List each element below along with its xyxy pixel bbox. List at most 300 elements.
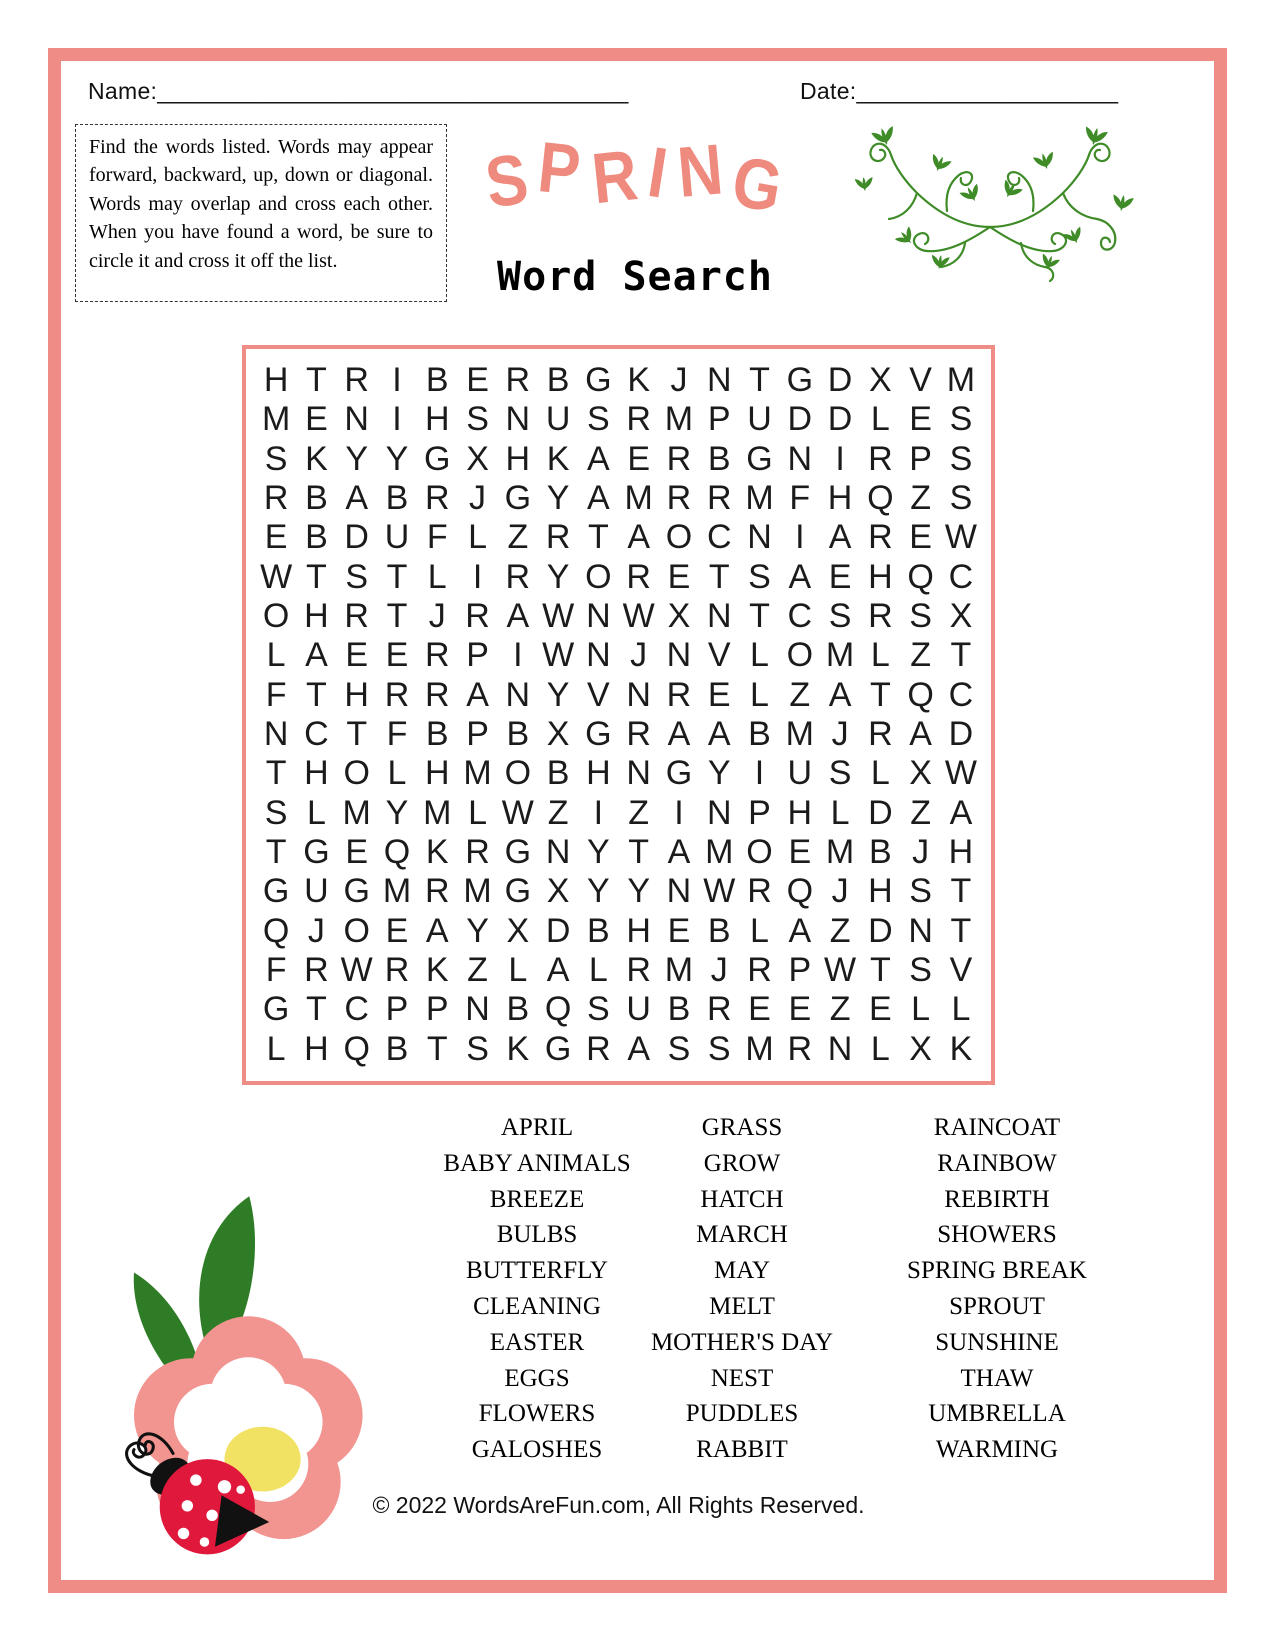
- grid-cell: F: [265, 951, 287, 990]
- grid-cell: A: [627, 518, 651, 557]
- grid-cell: D: [827, 361, 853, 400]
- grid-cell: O: [343, 911, 370, 950]
- grid-cell: M: [382, 872, 412, 911]
- grid-cell: N: [586, 597, 611, 636]
- grid-cell: E: [385, 636, 409, 675]
- grid-cell: V: [707, 636, 731, 675]
- grid-cell: J: [630, 636, 648, 675]
- grid-cell: E: [909, 518, 932, 557]
- grid-cell: T: [306, 361, 327, 400]
- grid-cell: M: [664, 400, 694, 439]
- grid-cell: M: [423, 793, 452, 832]
- grid-row: [256, 794, 981, 833]
- letter-grid: [242, 345, 995, 1085]
- grid-cell: C: [948, 675, 974, 714]
- grid-row: [256, 872, 981, 911]
- grid-cell: E: [828, 557, 852, 596]
- grid-cell: N: [827, 1029, 853, 1068]
- grid-cell: O: [504, 754, 532, 793]
- word-search-subtitle: Word Search: [497, 254, 773, 300]
- grid-cell: W: [824, 951, 857, 990]
- word-item: HATCH: [700, 1185, 784, 1213]
- grid-cell: G: [343, 872, 370, 911]
- grid-cell: G: [504, 872, 532, 911]
- grid-cell: N: [706, 361, 732, 400]
- grid-cell: R: [344, 597, 369, 636]
- grid-cell: B: [869, 833, 892, 872]
- grid-cell: B: [546, 754, 570, 793]
- grid-cell: K: [425, 951, 449, 990]
- grid-cell: A: [949, 793, 973, 832]
- grid-cell: A: [466, 675, 489, 714]
- grid-cell: W: [542, 597, 575, 636]
- grid-cell: H: [344, 675, 369, 714]
- grid-cell: U: [626, 990, 651, 1029]
- word-item: GROW: [703, 1149, 781, 1177]
- grid-cell: L: [427, 557, 447, 596]
- word-item: MARCH: [696, 1221, 788, 1249]
- spring-title-letter: P: [534, 127, 587, 212]
- grid-cell: S: [587, 990, 610, 1029]
- word-item: BULBS: [496, 1221, 578, 1249]
- grid-cell: P: [909, 439, 932, 478]
- grid-cell: R: [666, 439, 692, 478]
- grid-cell: X: [909, 1029, 932, 1068]
- grid-cell: J: [670, 361, 688, 400]
- grid-cell: Y: [385, 439, 409, 478]
- grid-cell: Q: [544, 990, 572, 1029]
- grid-cell: G: [544, 1029, 572, 1068]
- grid-cell: S: [345, 557, 369, 596]
- grid-cell: A: [587, 439, 610, 478]
- grid-cell: D: [787, 400, 813, 439]
- grid-cell: D: [545, 911, 571, 950]
- grid-cell: T: [950, 911, 972, 950]
- grid-cell: J: [912, 833, 930, 872]
- instructions-box: [75, 124, 447, 302]
- grid-cell: R: [424, 675, 450, 714]
- grid-cell: B: [667, 990, 691, 1029]
- spring-title-letter: R: [588, 135, 644, 220]
- grid-cell: B: [425, 715, 449, 754]
- grid-cell: R: [747, 951, 772, 990]
- grid-cell: S: [949, 400, 973, 439]
- grid-cell: L: [870, 754, 890, 793]
- grid-cell: F: [265, 675, 287, 714]
- grid-cell: J: [831, 872, 849, 911]
- grid-cell: S: [828, 754, 852, 793]
- grid-cell: X: [909, 754, 932, 793]
- grid-cell: Y: [546, 479, 570, 518]
- grid-cell: R: [545, 518, 571, 557]
- grid-cell: G: [262, 872, 290, 911]
- word-item: REBIRTH: [944, 1185, 1050, 1213]
- grid-cell: T: [386, 557, 408, 596]
- grid-cell: W: [340, 951, 373, 990]
- grid-cell: N: [666, 636, 692, 675]
- grid-cell: P: [788, 951, 812, 990]
- word-item: FLOWERS: [478, 1400, 596, 1428]
- grid-cell: Z: [829, 911, 851, 950]
- grid-cell: P: [385, 990, 409, 1029]
- grid-cell: E: [627, 439, 651, 478]
- grid-cell: A: [305, 636, 328, 675]
- grid-cell: O: [786, 636, 814, 675]
- grid-cell: L: [750, 636, 769, 675]
- grid-cell: O: [585, 557, 612, 596]
- grid-cell: B: [425, 361, 449, 400]
- grid-cell: B: [587, 911, 610, 950]
- grid-cell: R: [666, 479, 692, 518]
- grid-cell: L: [266, 1029, 286, 1068]
- word-item: UMBRELLA: [928, 1400, 1066, 1428]
- grid-cell: B: [506, 715, 530, 754]
- grid-cell: Z: [547, 793, 569, 832]
- grid-cell: E: [345, 636, 369, 675]
- word-column-2: [622, 1110, 862, 1468]
- grid-cell: M: [261, 400, 291, 439]
- grid-cell: L: [468, 518, 487, 557]
- word-item: CLEANING: [473, 1292, 601, 1320]
- grid-row: [256, 558, 981, 597]
- grid-cell: R: [465, 597, 490, 636]
- grid-cell: S: [264, 793, 288, 832]
- grid-cell: D: [344, 518, 369, 557]
- grid-row: [256, 361, 981, 400]
- word-item: MAY: [713, 1257, 771, 1285]
- word-item: GRASS: [701, 1114, 783, 1141]
- word-item: SPRING BREAK: [907, 1257, 1087, 1285]
- word-item: RAINCOAT: [933, 1114, 1061, 1141]
- grid-cell: W: [944, 754, 977, 793]
- grid-cell: S: [264, 439, 288, 478]
- instructions-text: Find the words listed. Words may appear forward, backward, up, down or diagonal. Words may overlap and cross each other. When you have found a word, be sure to circle it and cross it off the list.: [89, 136, 433, 272]
- word-item: BABY ANIMALS: [443, 1149, 631, 1177]
- grid-cell: Y: [587, 872, 610, 911]
- grid-cell: A: [425, 911, 449, 950]
- grid-cell: B: [506, 990, 530, 1029]
- grid-cell: L: [870, 1029, 890, 1068]
- grid-row: [256, 833, 981, 872]
- grid-cell: J: [428, 597, 446, 636]
- grid-cell: R: [424, 872, 450, 911]
- grid-cell: I: [513, 636, 523, 675]
- grid-cell: R: [626, 400, 651, 439]
- grid-cell: F: [426, 518, 448, 557]
- grid-cell: S: [587, 400, 610, 439]
- grid-cell: W: [622, 597, 655, 636]
- grid-row: [256, 754, 981, 793]
- grid-cell: X: [506, 911, 530, 950]
- grid-cell: A: [707, 715, 731, 754]
- grid-row: [256, 951, 981, 990]
- grid-cell: A: [828, 518, 852, 557]
- word-item: GALOSHES: [471, 1436, 603, 1464]
- grid-cell: X: [546, 872, 570, 911]
- grid-cell: C: [304, 715, 329, 754]
- grid-cell: O: [746, 833, 773, 872]
- grid-cell: M: [342, 793, 371, 832]
- grid-row: [256, 990, 981, 1029]
- grid-cell: M: [825, 833, 855, 872]
- grid-cell: Z: [628, 793, 650, 832]
- word-item: BUTTERFLY: [466, 1257, 608, 1285]
- grid-cell: A: [909, 715, 932, 754]
- grid-cell: M: [946, 361, 976, 400]
- grid-cell: T: [869, 675, 891, 714]
- footer-copyright: © 2022 WordsAreFun.com, All Rights Reserved.: [372, 1492, 865, 1518]
- grid-cell: T: [265, 833, 287, 872]
- word-item: SUNSHINE: [935, 1328, 1059, 1356]
- word-item: EASTER: [489, 1328, 585, 1356]
- grid-cell: E: [345, 833, 369, 872]
- grid-cell: R: [666, 675, 692, 714]
- grid-cell: B: [707, 911, 731, 950]
- grid-cell: S: [949, 439, 973, 478]
- grid-cell: A: [587, 479, 610, 518]
- grid-cell: L: [750, 911, 769, 950]
- grid-cell: G: [585, 361, 612, 400]
- grid-cell: H: [304, 597, 329, 636]
- spring-title-letter: S: [480, 139, 535, 224]
- grid-cell: E: [667, 557, 691, 596]
- grid-cell: P: [425, 990, 449, 1029]
- grid-cell: N: [908, 911, 933, 950]
- grid-row: [256, 440, 981, 479]
- grid-cell: B: [546, 361, 570, 400]
- grid-cell: C: [787, 597, 813, 636]
- grid-cell: R: [747, 872, 772, 911]
- grid-cell: M: [745, 479, 774, 518]
- word-item: RAINBOW: [937, 1149, 1057, 1177]
- grid-cell: A: [828, 675, 852, 714]
- grid-cell: O: [262, 597, 290, 636]
- grid-cell: Y: [546, 557, 570, 596]
- grid-cell: L: [468, 793, 487, 832]
- grid-cell: S: [466, 400, 489, 439]
- grid-cell: T: [588, 518, 609, 557]
- grid-cell: V: [587, 675, 610, 714]
- grid-cell: C: [706, 518, 732, 557]
- grid-cell: A: [506, 597, 530, 636]
- grid-cell: Z: [789, 675, 811, 714]
- grid-cell: T: [708, 557, 730, 596]
- grid-cell: S: [949, 479, 973, 518]
- grid-cell: Y: [466, 911, 489, 950]
- grid-cell: M: [463, 872, 492, 911]
- grid-cell: H: [263, 361, 289, 400]
- grid-cell: H: [868, 872, 893, 911]
- grid-cell: S: [466, 1029, 489, 1068]
- grid-cell: S: [707, 1029, 731, 1068]
- word-item: SHOWERS: [937, 1221, 1057, 1249]
- grid-row: [256, 1030, 981, 1069]
- word-item: THAW: [960, 1364, 1034, 1392]
- grid-cell: I: [392, 361, 402, 400]
- grid-cell: F: [386, 715, 408, 754]
- grid-cell: W: [944, 518, 977, 557]
- grid-cell: E: [305, 400, 328, 439]
- date-field: Date:____________________: [800, 78, 1119, 104]
- grid-cell: E: [264, 518, 288, 557]
- grid-cell: A: [627, 1029, 651, 1068]
- grid-cell: E: [909, 400, 932, 439]
- grid-cell: A: [788, 911, 812, 950]
- grid-cell: V: [949, 951, 973, 990]
- spring-title-letter: G: [726, 141, 790, 229]
- grid-cell: T: [749, 361, 770, 400]
- grid-cell: N: [706, 793, 732, 832]
- grid-cell: R: [868, 715, 893, 754]
- grid-cell: P: [466, 636, 489, 675]
- grid-cell: E: [788, 990, 812, 1029]
- grid-cell: R: [263, 479, 289, 518]
- grid-cell: W: [501, 793, 534, 832]
- grid-cell: L: [750, 675, 769, 714]
- grid-cell: I: [472, 557, 483, 596]
- grid-cell: Z: [910, 479, 932, 518]
- grid-cell: X: [667, 597, 691, 636]
- grid-cell: B: [385, 479, 409, 518]
- grid-cell: M: [705, 833, 734, 872]
- grid-cell: E: [869, 990, 892, 1029]
- grid-cell: D: [868, 911, 893, 950]
- grid-cell: L: [951, 990, 971, 1029]
- grid-cell: K: [305, 439, 328, 478]
- grid-cell: T: [386, 597, 408, 636]
- grid-cell: N: [465, 990, 490, 1029]
- grid-row: [256, 597, 981, 636]
- spring-title-letter: N: [674, 129, 728, 214]
- grid-cell: Q: [262, 911, 290, 950]
- grid-cell: N: [505, 675, 531, 714]
- grid-cell: R: [384, 675, 410, 714]
- grid-cell: R: [586, 1029, 611, 1068]
- grid-cell: G: [665, 754, 693, 793]
- grid-cell: L: [588, 951, 608, 990]
- grid-cell: K: [425, 833, 449, 872]
- grid-cell: M: [664, 951, 694, 990]
- grid-cell: R: [505, 361, 531, 400]
- grid-cell: I: [674, 793, 684, 832]
- grid-cell: G: [585, 715, 612, 754]
- grid-cell: T: [306, 675, 327, 714]
- grid-cell: S: [828, 597, 852, 636]
- grid-cell: H: [626, 911, 651, 950]
- grid-cell: J: [710, 951, 728, 990]
- grid-cell: N: [626, 754, 651, 793]
- grid-cell: H: [948, 833, 974, 872]
- grid-cell: I: [392, 400, 402, 439]
- word-item: MELT: [709, 1292, 775, 1320]
- word-item: NEST: [710, 1364, 774, 1392]
- vine-decoration-icon: [825, 115, 1155, 290]
- flower-ladybug-icon: [55, 1162, 413, 1562]
- grid-cell: R: [465, 833, 490, 872]
- grid-cell: R: [868, 439, 893, 478]
- grid-cell: N: [666, 872, 692, 911]
- grid-cell: U: [787, 754, 813, 793]
- word-column-3: [847, 1110, 1147, 1468]
- grid-cell: R: [424, 479, 450, 518]
- grid-row: [256, 636, 981, 675]
- grid-cell: S: [909, 951, 932, 990]
- grid-cell: A: [667, 715, 691, 754]
- grid-cell: B: [305, 518, 328, 557]
- word-item: EGGS: [504, 1364, 570, 1392]
- grid-row: [256, 715, 981, 754]
- grid-row: [256, 518, 981, 557]
- grid-cell: N: [344, 400, 369, 439]
- grid-cell: K: [506, 1029, 530, 1068]
- name-field: Name:____________________________________: [88, 78, 629, 104]
- grid-cell: W: [703, 872, 736, 911]
- spring-title-letter: I: [642, 132, 674, 215]
- grid-cell: L: [306, 793, 326, 832]
- grid-cell: L: [266, 636, 286, 675]
- grid-cell: Q: [383, 833, 411, 872]
- title-block: [460, 128, 810, 300]
- grid-cell: G: [424, 439, 451, 478]
- grid-cell: N: [626, 675, 651, 714]
- grid-cell: Y: [707, 754, 731, 793]
- grid-cell: Z: [910, 793, 932, 832]
- grid-cell: H: [868, 557, 893, 596]
- grid-cell: S: [748, 557, 771, 596]
- grid-cell: T: [950, 872, 972, 911]
- grid-cell: G: [786, 361, 814, 400]
- grid-cell: V: [909, 361, 932, 400]
- grid-cell: D: [827, 400, 853, 439]
- grid-cell: Z: [829, 990, 851, 1029]
- grid-cell: H: [586, 754, 611, 793]
- grid-cell: A: [546, 951, 570, 990]
- grid-cell: A: [788, 557, 812, 596]
- grid-cell: H: [424, 400, 450, 439]
- grid-cell: D: [868, 793, 893, 832]
- grid-cell: R: [706, 479, 732, 518]
- grid-cell: N: [505, 400, 531, 439]
- grid-cell: N: [545, 833, 571, 872]
- grid-cell: I: [795, 518, 805, 557]
- grid-cell: R: [626, 715, 651, 754]
- grid-cell: G: [262, 990, 290, 1029]
- grid-cell: L: [830, 793, 850, 832]
- grid-cell: E: [707, 675, 731, 714]
- grid-cell: L: [870, 636, 890, 675]
- grid-row: [256, 676, 981, 715]
- grid-cell: Q: [867, 479, 894, 518]
- grid-cell: U: [747, 400, 772, 439]
- word-item: RABBIT: [696, 1436, 788, 1464]
- grid-cell: K: [949, 1029, 973, 1068]
- word-item: WARMING: [935, 1436, 1059, 1464]
- grid-cell: R: [868, 597, 893, 636]
- grid-cell: S: [909, 872, 932, 911]
- grid-cell: Q: [786, 872, 814, 911]
- grid-cell: Y: [627, 872, 651, 911]
- grid-cell: Q: [343, 1029, 370, 1068]
- grid-cell: R: [626, 951, 651, 990]
- grid-cell: B: [305, 479, 328, 518]
- spring-title: [460, 128, 810, 248]
- grid-cell: W: [260, 557, 293, 596]
- grid-cell: X: [546, 715, 570, 754]
- grid-cell: U: [304, 872, 329, 911]
- grid-cell: M: [825, 636, 855, 675]
- grid-cell: B: [707, 439, 731, 478]
- grid-row: [256, 479, 981, 518]
